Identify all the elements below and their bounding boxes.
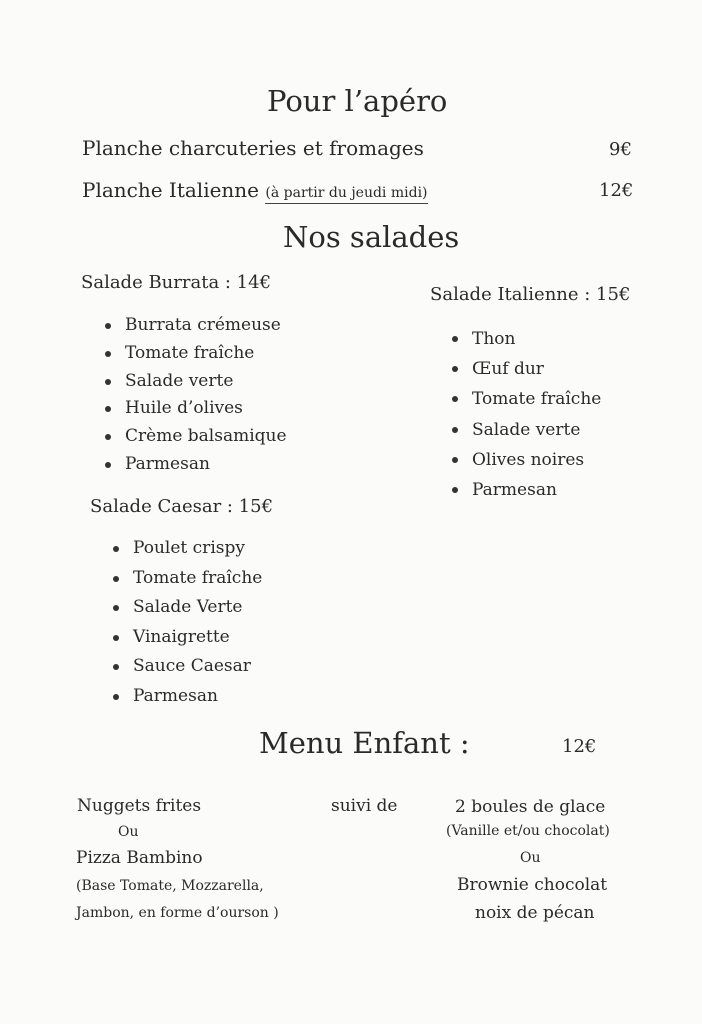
- enfant-ou2: Ou: [520, 850, 541, 866]
- apero-title: Pour l’apéro: [267, 84, 448, 118]
- salade-caesar-title: Salade Caesar : 15€: [90, 496, 274, 517]
- list-item: Thon: [452, 324, 601, 354]
- apero-item-label: Planche Italienne: [82, 178, 260, 202]
- enfant-dessert1-desc: (Vanille et/ou chocolat): [446, 823, 610, 839]
- enfant-plat2: Pizza Bambino: [76, 848, 203, 868]
- apero-item-note: (à partir du jeudi midi): [265, 185, 427, 204]
- list-item: Salade verte: [452, 415, 601, 445]
- enfant-plat2-desc: Jambon, en forme d’ourson ): [76, 905, 279, 921]
- list-item: Parmesan: [113, 682, 262, 712]
- salade-italienne-title: Salade Italienne : 15€: [430, 284, 631, 305]
- list-item: Salade verte: [105, 368, 287, 396]
- salade-caesar-list: [113, 534, 262, 712]
- list-item: Vinaigrette: [113, 623, 262, 653]
- list-item: Poulet crispy: [113, 534, 262, 564]
- salade-burrata-title: Salade Burrata : 14€: [81, 272, 272, 293]
- list-item: Sauce Caesar: [113, 652, 262, 682]
- list-item: Œuf dur: [452, 354, 601, 384]
- enfant-dessert2: Brownie chocolat: [457, 875, 608, 895]
- enfant-plat2-desc: (Base Tomate, Mozzarella,: [76, 878, 264, 894]
- list-item: Salade Verte: [113, 593, 262, 623]
- salade-burrata-list: [105, 312, 287, 479]
- enfant-plat1: Nuggets frites: [77, 796, 202, 816]
- list-item: Tomate fraîche: [452, 384, 601, 414]
- list-item: Olives noires: [452, 445, 601, 475]
- list-item: Burrata crémeuse: [105, 312, 287, 340]
- apero-item-price: 9€: [609, 139, 632, 160]
- apero-item-price: 12€: [599, 180, 634, 201]
- salades-title: Nos salades: [283, 220, 460, 254]
- list-item: Huile d’olives: [105, 395, 287, 423]
- list-item: Parmesan: [452, 475, 601, 505]
- enfant-ou1: Ou: [118, 824, 139, 840]
- apero-item-name: [82, 178, 428, 202]
- list-item: Parmesan: [105, 451, 287, 479]
- list-item: Tomate fraîche: [113, 564, 262, 594]
- enfant-title: Menu Enfant :: [259, 726, 470, 760]
- enfant-dessert1: 2 boules de glace: [455, 797, 606, 817]
- enfant-suivi: suivi de: [331, 796, 398, 816]
- apero-item-name: Planche charcuteries et fromages: [82, 136, 424, 160]
- enfant-price: 12€: [562, 736, 597, 757]
- enfant-dessert2: noix de pécan: [475, 903, 595, 923]
- salade-italienne-list: [452, 324, 601, 505]
- list-item: Crème balsamique: [105, 423, 287, 451]
- list-item: Tomate fraîche: [105, 340, 287, 368]
